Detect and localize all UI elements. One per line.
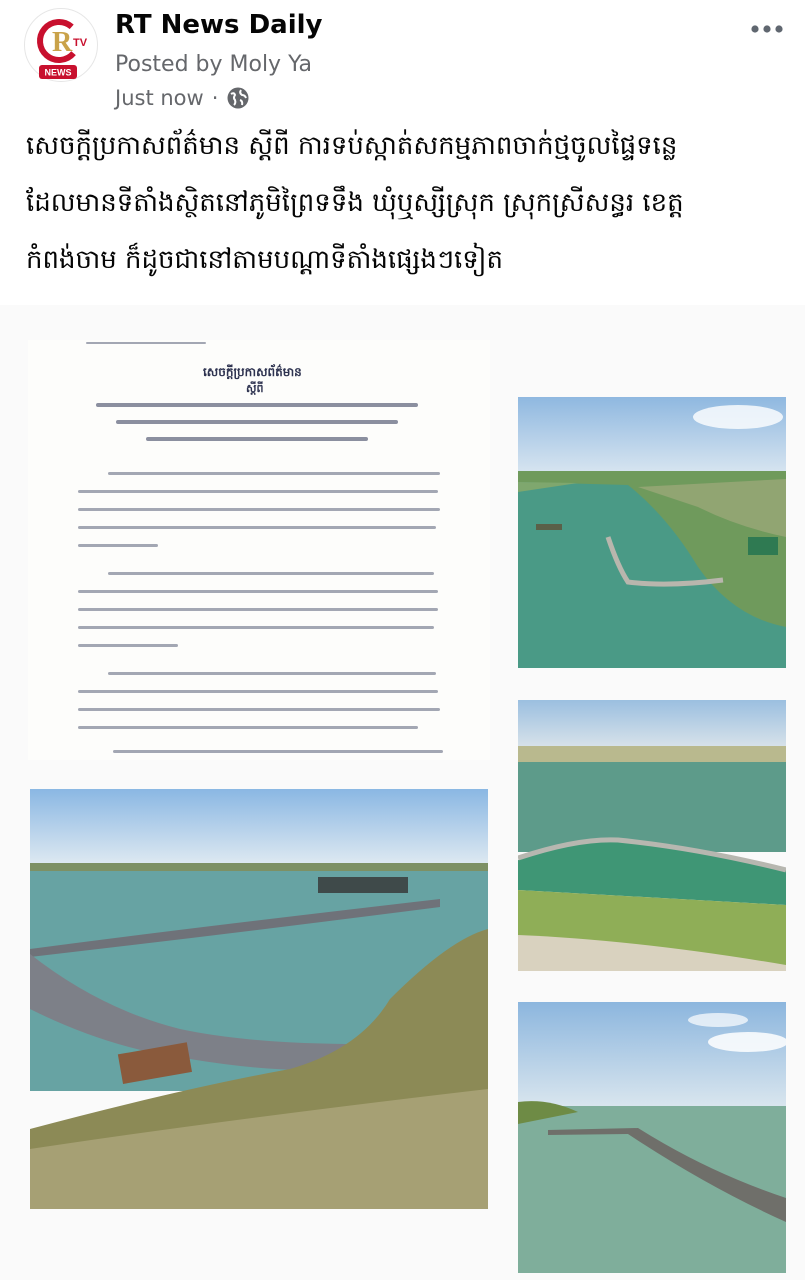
photo-gallery (0, 305, 805, 1280)
river-breakwater-photo-2[interactable] (518, 700, 786, 971)
logo-letter-r: R (52, 27, 73, 58)
posted-by: Posted by Moly Ya (115, 52, 312, 77)
river-breakwater-photo-3[interactable] (518, 1002, 786, 1273)
meta-separator: · (211, 86, 219, 110)
document-subtitle: ស្តីពី (246, 382, 264, 395)
document-title: សេចក្តីប្រកាសព័ត៌មាន (203, 365, 302, 379)
globe-icon[interactable] (226, 86, 250, 110)
caption-line: កំពង់ចាម ក៏ដូចជានៅតាមបណ្តាទីតាំងផ្សេងៗទៀត (26, 245, 503, 275)
river-breakwater-closeup-photo[interactable] (30, 789, 488, 1209)
post-meta (115, 86, 250, 110)
post-time[interactable]: Just now (115, 86, 204, 110)
caption-line: ដែលមានទីតាំងស្ថិតនៅភូមិព្រៃទទឹង ឃុំឬស្សីស្រុក ស្រុកស្រីសន្ធរ ខេត្ត (26, 188, 684, 218)
press-release-document-image[interactable] (28, 340, 490, 760)
logo-sub-news: NEWS (44, 67, 72, 78)
river-aerial-photo-1[interactable] (518, 397, 786, 668)
page-name[interactable]: RT News Daily (115, 10, 323, 40)
caption-line: សេចក្តីប្រកាសព័ត៌មាន ស្តីពី ការទប់ស្កាត់សកម្មភាពចាក់ថ្មចូលផ្ទៃទន្លេ (26, 131, 678, 161)
post-header (0, 0, 805, 120)
post-caption (26, 118, 786, 289)
more-dots-icon[interactable] (747, 14, 787, 44)
rtv-logo (25, 9, 99, 83)
page-avatar[interactable] (24, 8, 98, 82)
logo-letters-tv: TV (73, 37, 88, 49)
